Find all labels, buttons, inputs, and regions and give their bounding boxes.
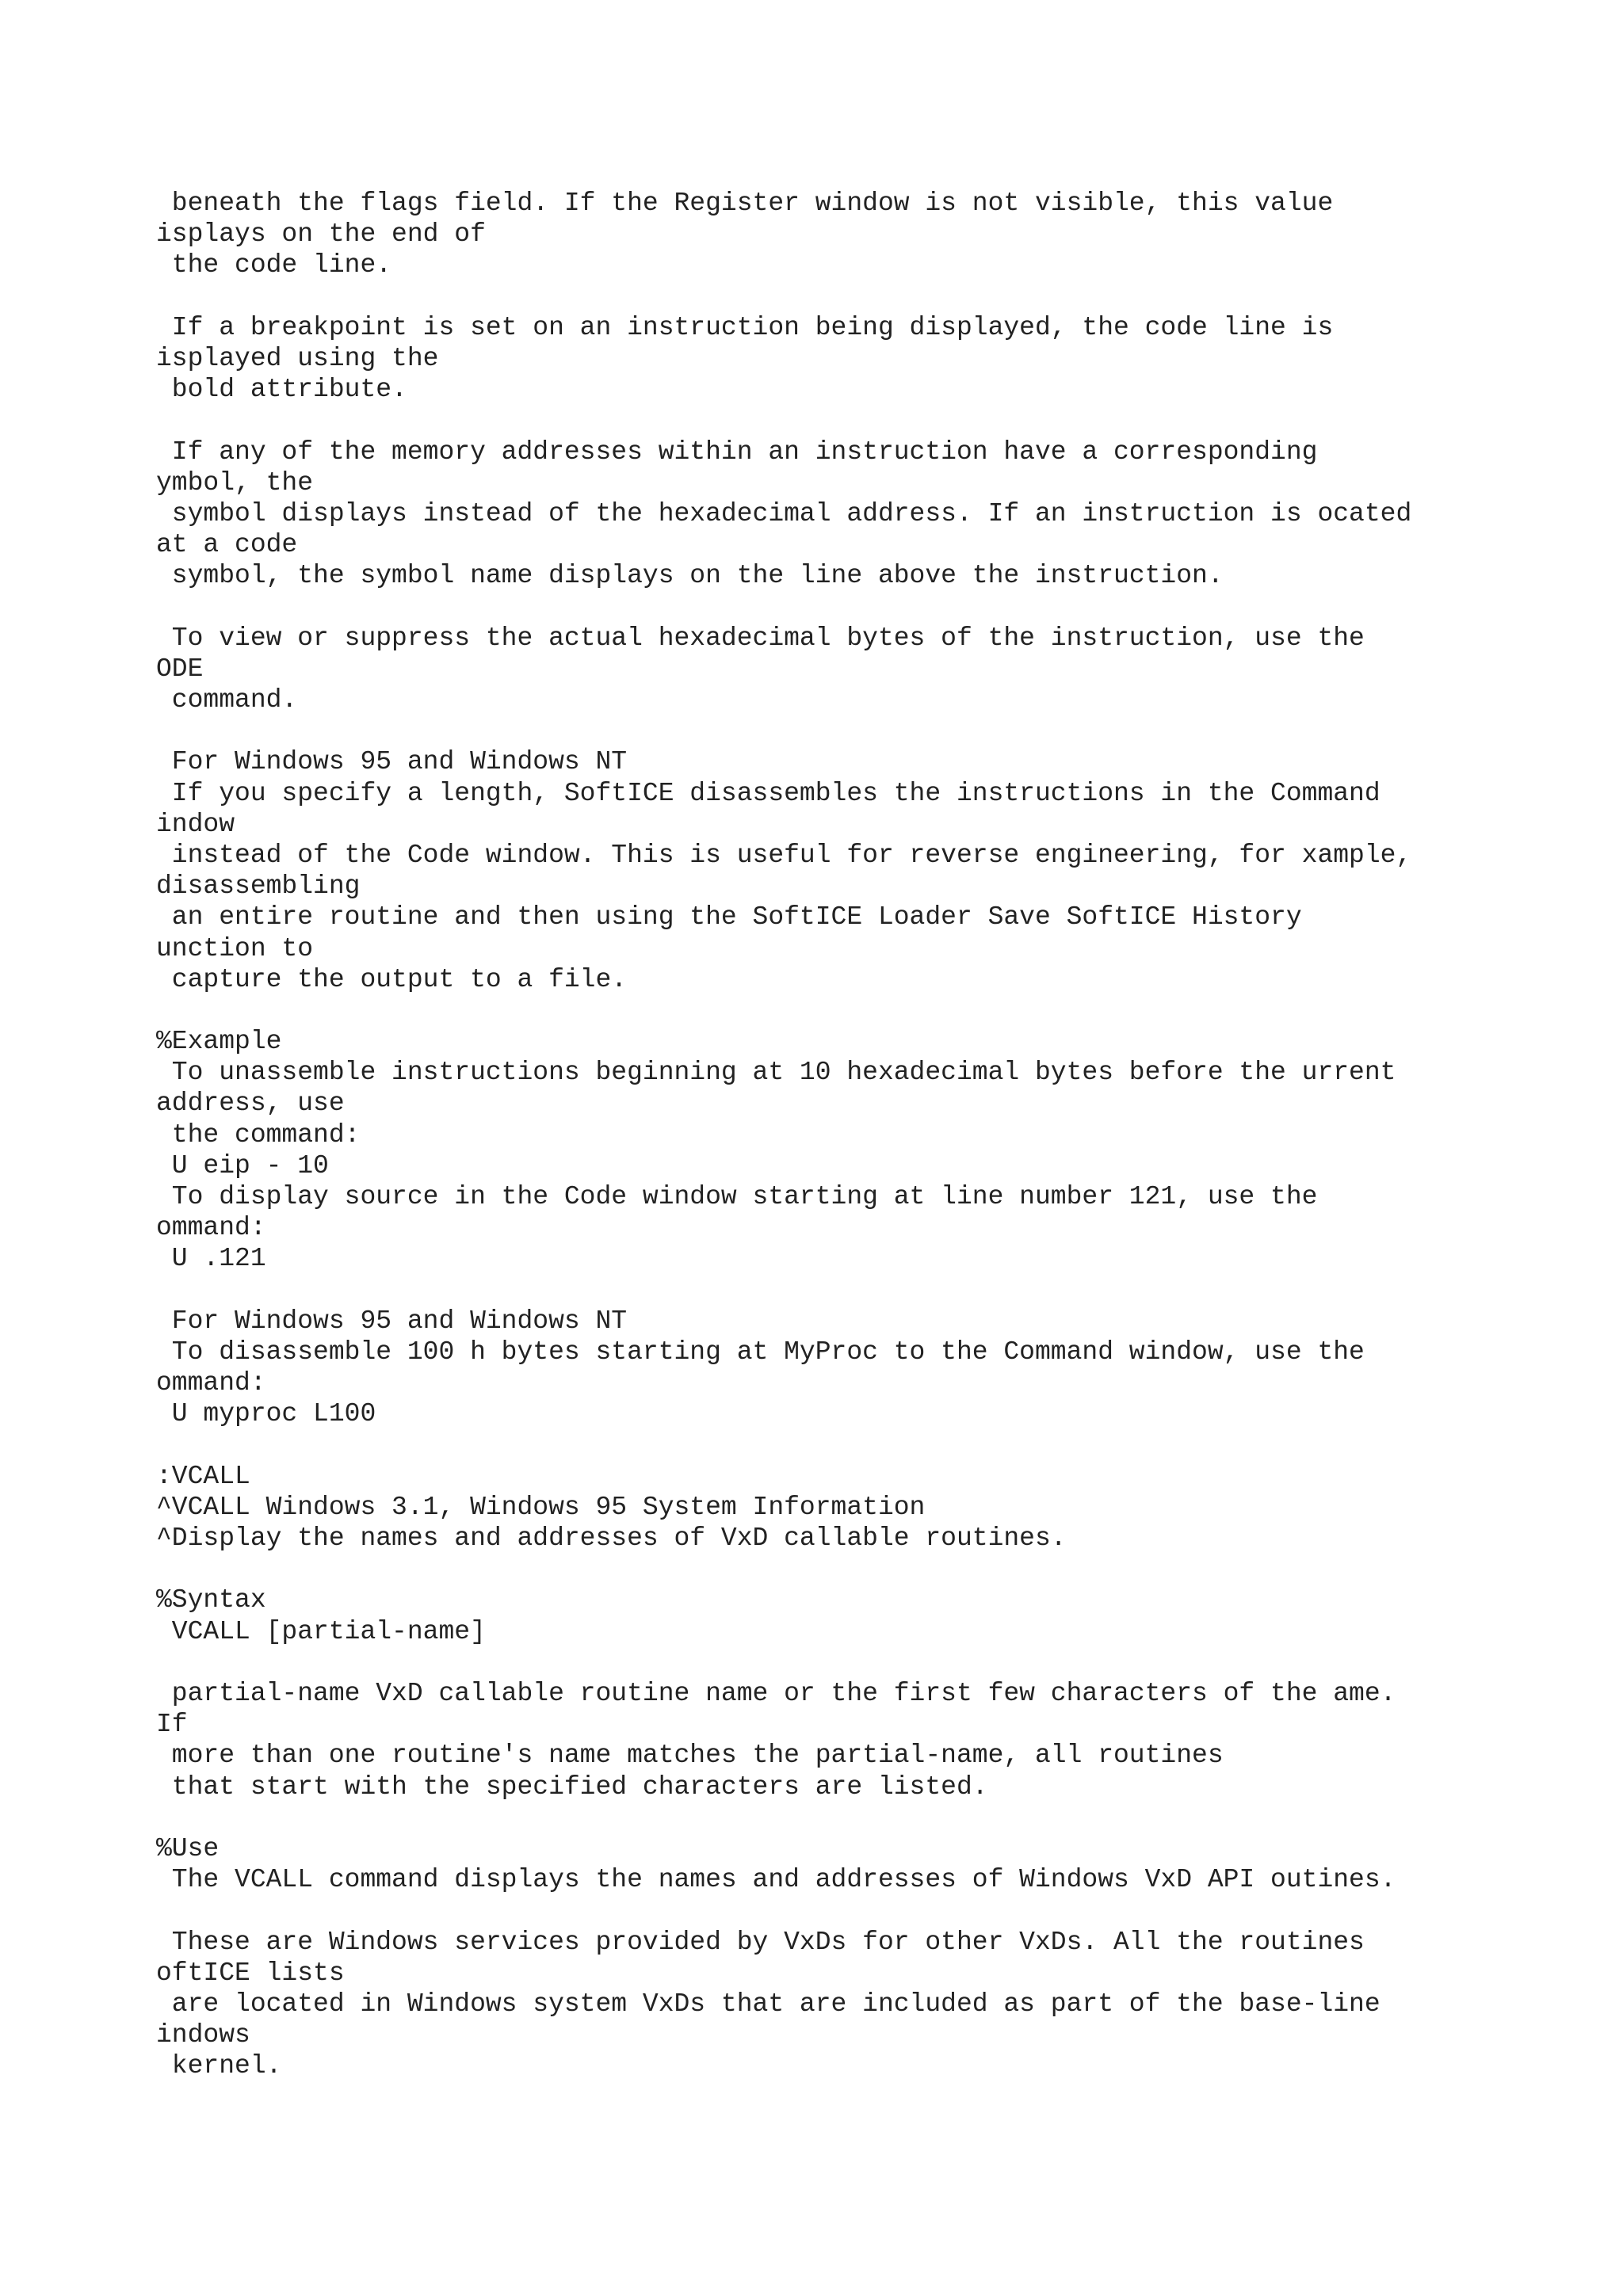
blank-line bbox=[156, 995, 1598, 1026]
blank-line bbox=[156, 1275, 1598, 1306]
text-line: To display source in the Code window starting at line number 121, use the bbox=[156, 1182, 1318, 1211]
text-line: %Syntax bbox=[156, 1585, 266, 1615]
blank-line bbox=[156, 1647, 1598, 1678]
text-line: To unassemble instructions beginning at 10 hexadecimal bytes before the urrent bbox=[156, 1058, 1396, 1088]
text-line: beneath the flags field. If the Register window is not visible, this value bbox=[156, 189, 1334, 218]
document-page bbox=[156, 188, 1598, 2081]
blank-line bbox=[156, 715, 1598, 746]
text-line: bold attribute. bbox=[156, 375, 407, 405]
text-line: indow bbox=[156, 809, 235, 839]
blank-line bbox=[156, 405, 1598, 436]
blank-line bbox=[156, 1802, 1598, 1833]
text-line: an entire routine and then using the SoftICE Loader Save SoftICE History bbox=[156, 902, 1302, 933]
text-line: ^VCALL Windows 3.1, Windows 95 System Information bbox=[156, 1492, 926, 1522]
text-line: the code line. bbox=[156, 250, 392, 280]
text-line: kernel. bbox=[156, 2051, 282, 2081]
text-line: the command: bbox=[156, 1119, 361, 1150]
text-line: ^Display the names and addresses of VxD callable routines. bbox=[156, 1524, 1067, 1554]
text-line: For Windows 95 and Windows NT bbox=[156, 747, 628, 777]
text-line: If a breakpoint is set on an instruction being displayed, the code line is bbox=[156, 312, 1334, 342]
text-line: These are Windows services provided by VxDs for other VxDs. All the routines bbox=[156, 1927, 1365, 1957]
text-line: ymbol, the bbox=[156, 467, 314, 498]
text-line: isplayed using the bbox=[156, 343, 439, 373]
blank-line bbox=[156, 591, 1598, 622]
text-line: For Windows 95 and Windows NT bbox=[156, 1306, 628, 1336]
text-line: capture the output to a file. bbox=[156, 964, 628, 994]
text-line: To view or suppress the actual hexadecimal bytes of the instruction, use the bbox=[156, 623, 1365, 653]
text-line: U eip - 10 bbox=[156, 1150, 329, 1180]
text-line: If any of the memory addresses within an instruction have a corresponding bbox=[156, 437, 1318, 467]
blank-line bbox=[156, 1554, 1598, 1585]
text-line: at a code bbox=[156, 530, 298, 560]
text-line: The VCALL command displays the names and addresses of Windows VxD API outines. bbox=[156, 1865, 1396, 1895]
text-line: U .121 bbox=[156, 1244, 266, 1274]
text-line: indows bbox=[156, 2020, 250, 2050]
blank-line bbox=[156, 281, 1598, 312]
text-line: partial-name VxD callable routine name or the first few characters of the ame. bbox=[156, 1679, 1396, 1708]
text-line: symbol, the symbol name displays on the line above the instruction. bbox=[156, 561, 1224, 591]
text-line: U myproc L100 bbox=[156, 1399, 376, 1429]
text-line: ommand: bbox=[156, 1213, 266, 1243]
text-line: %Use bbox=[156, 1833, 220, 1863]
text-line: symbol displays instead of the hexadecimal address. If an instruction is ocated bbox=[156, 498, 1412, 528]
text-line: isplays on the end of bbox=[156, 219, 486, 250]
blank-line bbox=[156, 1430, 1598, 1461]
text-line: instead of the Code window. This is useful for reverse engineering, for xample, bbox=[156, 840, 1412, 870]
text-line: ODE bbox=[156, 654, 204, 684]
text-line: address, use bbox=[156, 1089, 345, 1119]
text-line: VCALL [partial-name] bbox=[156, 1616, 486, 1646]
blank-line bbox=[156, 1895, 1598, 1926]
text-line: disassembling bbox=[156, 871, 361, 902]
text-line: :VCALL bbox=[156, 1461, 250, 1491]
text-line: command. bbox=[156, 685, 298, 715]
text-line: oftICE lists bbox=[156, 1958, 345, 1988]
text-line: that start with the specified characters are listed. bbox=[156, 1772, 988, 1802]
text-line: more than one routine's name matches the partial-name, all routines bbox=[156, 1741, 1224, 1771]
text-line: If bbox=[156, 1710, 188, 1740]
text-line: ommand: bbox=[156, 1368, 266, 1398]
text-line: To disassemble 100 h bytes starting at MyProc to the Command window, use the bbox=[156, 1337, 1365, 1367]
text-line: unction to bbox=[156, 933, 314, 963]
text-line: are located in Windows system VxDs that are included as part of the base-line bbox=[156, 1989, 1381, 2019]
text-line: If you specify a length, SoftICE disassembles the instructions in the Command bbox=[156, 778, 1381, 808]
text-line: %Example bbox=[156, 1027, 282, 1057]
